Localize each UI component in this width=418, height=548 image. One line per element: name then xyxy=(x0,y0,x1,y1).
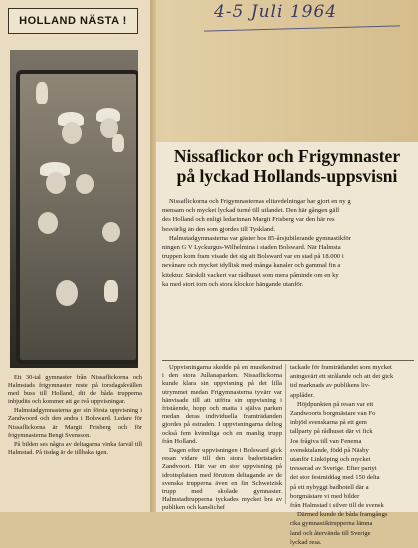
body-line: rika gymnastiktrupperna lämna xyxy=(290,520,373,528)
gymnast-face xyxy=(76,174,94,194)
waving-hand xyxy=(112,134,124,152)
photo-clipping xyxy=(0,0,151,512)
lead-line: Nissaflickorna och Frigymnasternas elitavdelningar har gjort en ny g xyxy=(169,198,351,205)
body-line: Jos frågiva till van Fenema xyxy=(290,437,362,445)
waving-hand xyxy=(36,82,48,104)
lead-line: mensam och mycket lyckad turné till utlandet. Den här gången gäll xyxy=(162,207,340,215)
lead-line: kitektur. Särskilt vackert var rådhuset som mera påminde om en ky xyxy=(162,271,339,279)
gymnast-face xyxy=(46,172,66,194)
gymnast-face xyxy=(56,280,78,306)
body-line: applåder. xyxy=(290,391,314,399)
article-headline xyxy=(156,146,418,186)
body-line: Zandwoorts borgmästare van Fo xyxy=(290,410,376,418)
body-line: tid marknads av publikens liv- xyxy=(290,382,371,390)
lead-line: truppen kom fram visade det sig att Bolsward var en stad på 18.000 i xyxy=(162,253,344,261)
date-underline xyxy=(204,25,400,31)
article-column-right xyxy=(290,364,418,548)
gymnast-face xyxy=(62,122,82,144)
lead-line: Halmstadgymnasterna var gäster hos 85-årsjubilerande gymnastikför xyxy=(169,234,351,242)
article-lead xyxy=(162,198,418,290)
headline-line: på lyckad Hollands-uppsvisni xyxy=(176,166,398,186)
article-column-left xyxy=(162,364,282,514)
lead-line: nevånare och mycket idyllisk med många kanaler och gammal fin a xyxy=(162,262,341,270)
lead-line: des Holland och enligt ledarinnan Margit Frisberg var den här res xyxy=(162,216,335,224)
body-line: land och återvända till Sverige xyxy=(290,529,371,537)
gymnast-face xyxy=(38,212,58,234)
lead-line: ningen G V Lyckurgus-Wilhelmina i staden Bolsward. När Halmsta xyxy=(162,244,341,252)
body-line: det stor festmiddag med 150 delta xyxy=(290,474,380,482)
article-clipping xyxy=(156,142,418,546)
caption-paragraph: På bilden ses några av deltagarna vinka farväl till Halmstad. På tisdag är de tillbaka igen. xyxy=(8,440,142,456)
waving-hand xyxy=(104,280,118,302)
body-paragraph: Dagen efter uppvisningen i Bolsward gick resan vidare till den stora badortstaden Zandvoort. Här var en stor uppvisning på idrottsplatsen med förutom deltagande av de svenska trupperna även en fin Schweizisk trupp med skolade gymnaster. Halmstadtrupperna tyckades mycket bra av publiken och kanslichef xyxy=(162,447,282,512)
body-line: tallparty på rådhuset där vi fick xyxy=(290,428,373,436)
body-line: tackade för framträdandet som mycket xyxy=(290,364,392,371)
gymnast-face xyxy=(102,222,120,242)
body-line: utanför Linköping och mycket xyxy=(290,456,371,464)
body-line: på ett nybyggt badhotell där a xyxy=(290,483,369,491)
photo-caption xyxy=(8,374,142,458)
bus-window xyxy=(16,70,138,364)
body-line: Höjdpunkten på resan var ett xyxy=(297,400,374,408)
clipping-kicker: HOLLAND NÄSTA ! xyxy=(8,8,138,34)
caption-paragraph: Ett 30-tal gymnaster från Nissaflickorna och Halmstads frigymnaster reste på torsdagskvällen med buss till Holland, dit de båda trupperna inbjudits och kommer att ge två uppvisningar. xyxy=(8,374,142,406)
caption-paragraph: Halmstadgymnasterna ger sin första uppvisning i Zandwoord och den andra i Bolsward. Ledare för Nissaflickorna är Margit Frisberg och för frigymnasterna Bengt Svensson. xyxy=(8,407,142,439)
body-line: borgmästare vi med bilder xyxy=(290,492,360,500)
headline-line: Nissaflickor och Frigymnaster xyxy=(173,146,401,166)
body-line: lyckad resa. xyxy=(290,538,322,546)
lead-line: ka med stort torn och stora klockor hängande utanför. xyxy=(162,280,304,288)
body-line: aningsvärt ett strålande och att det gick xyxy=(290,373,394,381)
body-line: Därmed kunde de båda framgångs xyxy=(297,511,388,519)
body-line: tresserad av Sverige. Efter partyt xyxy=(290,465,377,473)
section-rule xyxy=(162,360,414,361)
news-photo xyxy=(10,50,138,368)
body-line: svensktalande, född på Näsby xyxy=(290,446,369,454)
body-paragraph: Uppvisningarna skedde på en musikestrad i den stora Jullanaparken. Nissaflickorna kunde klara sin uppvisning på det lilla utrymmet medan Frigymnasterna tyvärr var hänvisade till att utföra sin uppvisning i fristående, hopp och matta i själva parken medan deras individuella framträdanden gjordes på estraden. I uppvisningarna deltog också fem kvinnliga och en manlig trupp från Holland. xyxy=(162,364,282,445)
lead-line: besvärlig än den som gjordes till Tyskland. xyxy=(162,225,276,233)
body-line: inbjöd svenskarna på ett gem xyxy=(290,419,367,427)
handwritten-date: 4-5 Juli 1964 xyxy=(214,2,338,22)
column-divider xyxy=(285,364,286,504)
body-line: från Halmstad i silver till de svensk xyxy=(290,502,384,510)
